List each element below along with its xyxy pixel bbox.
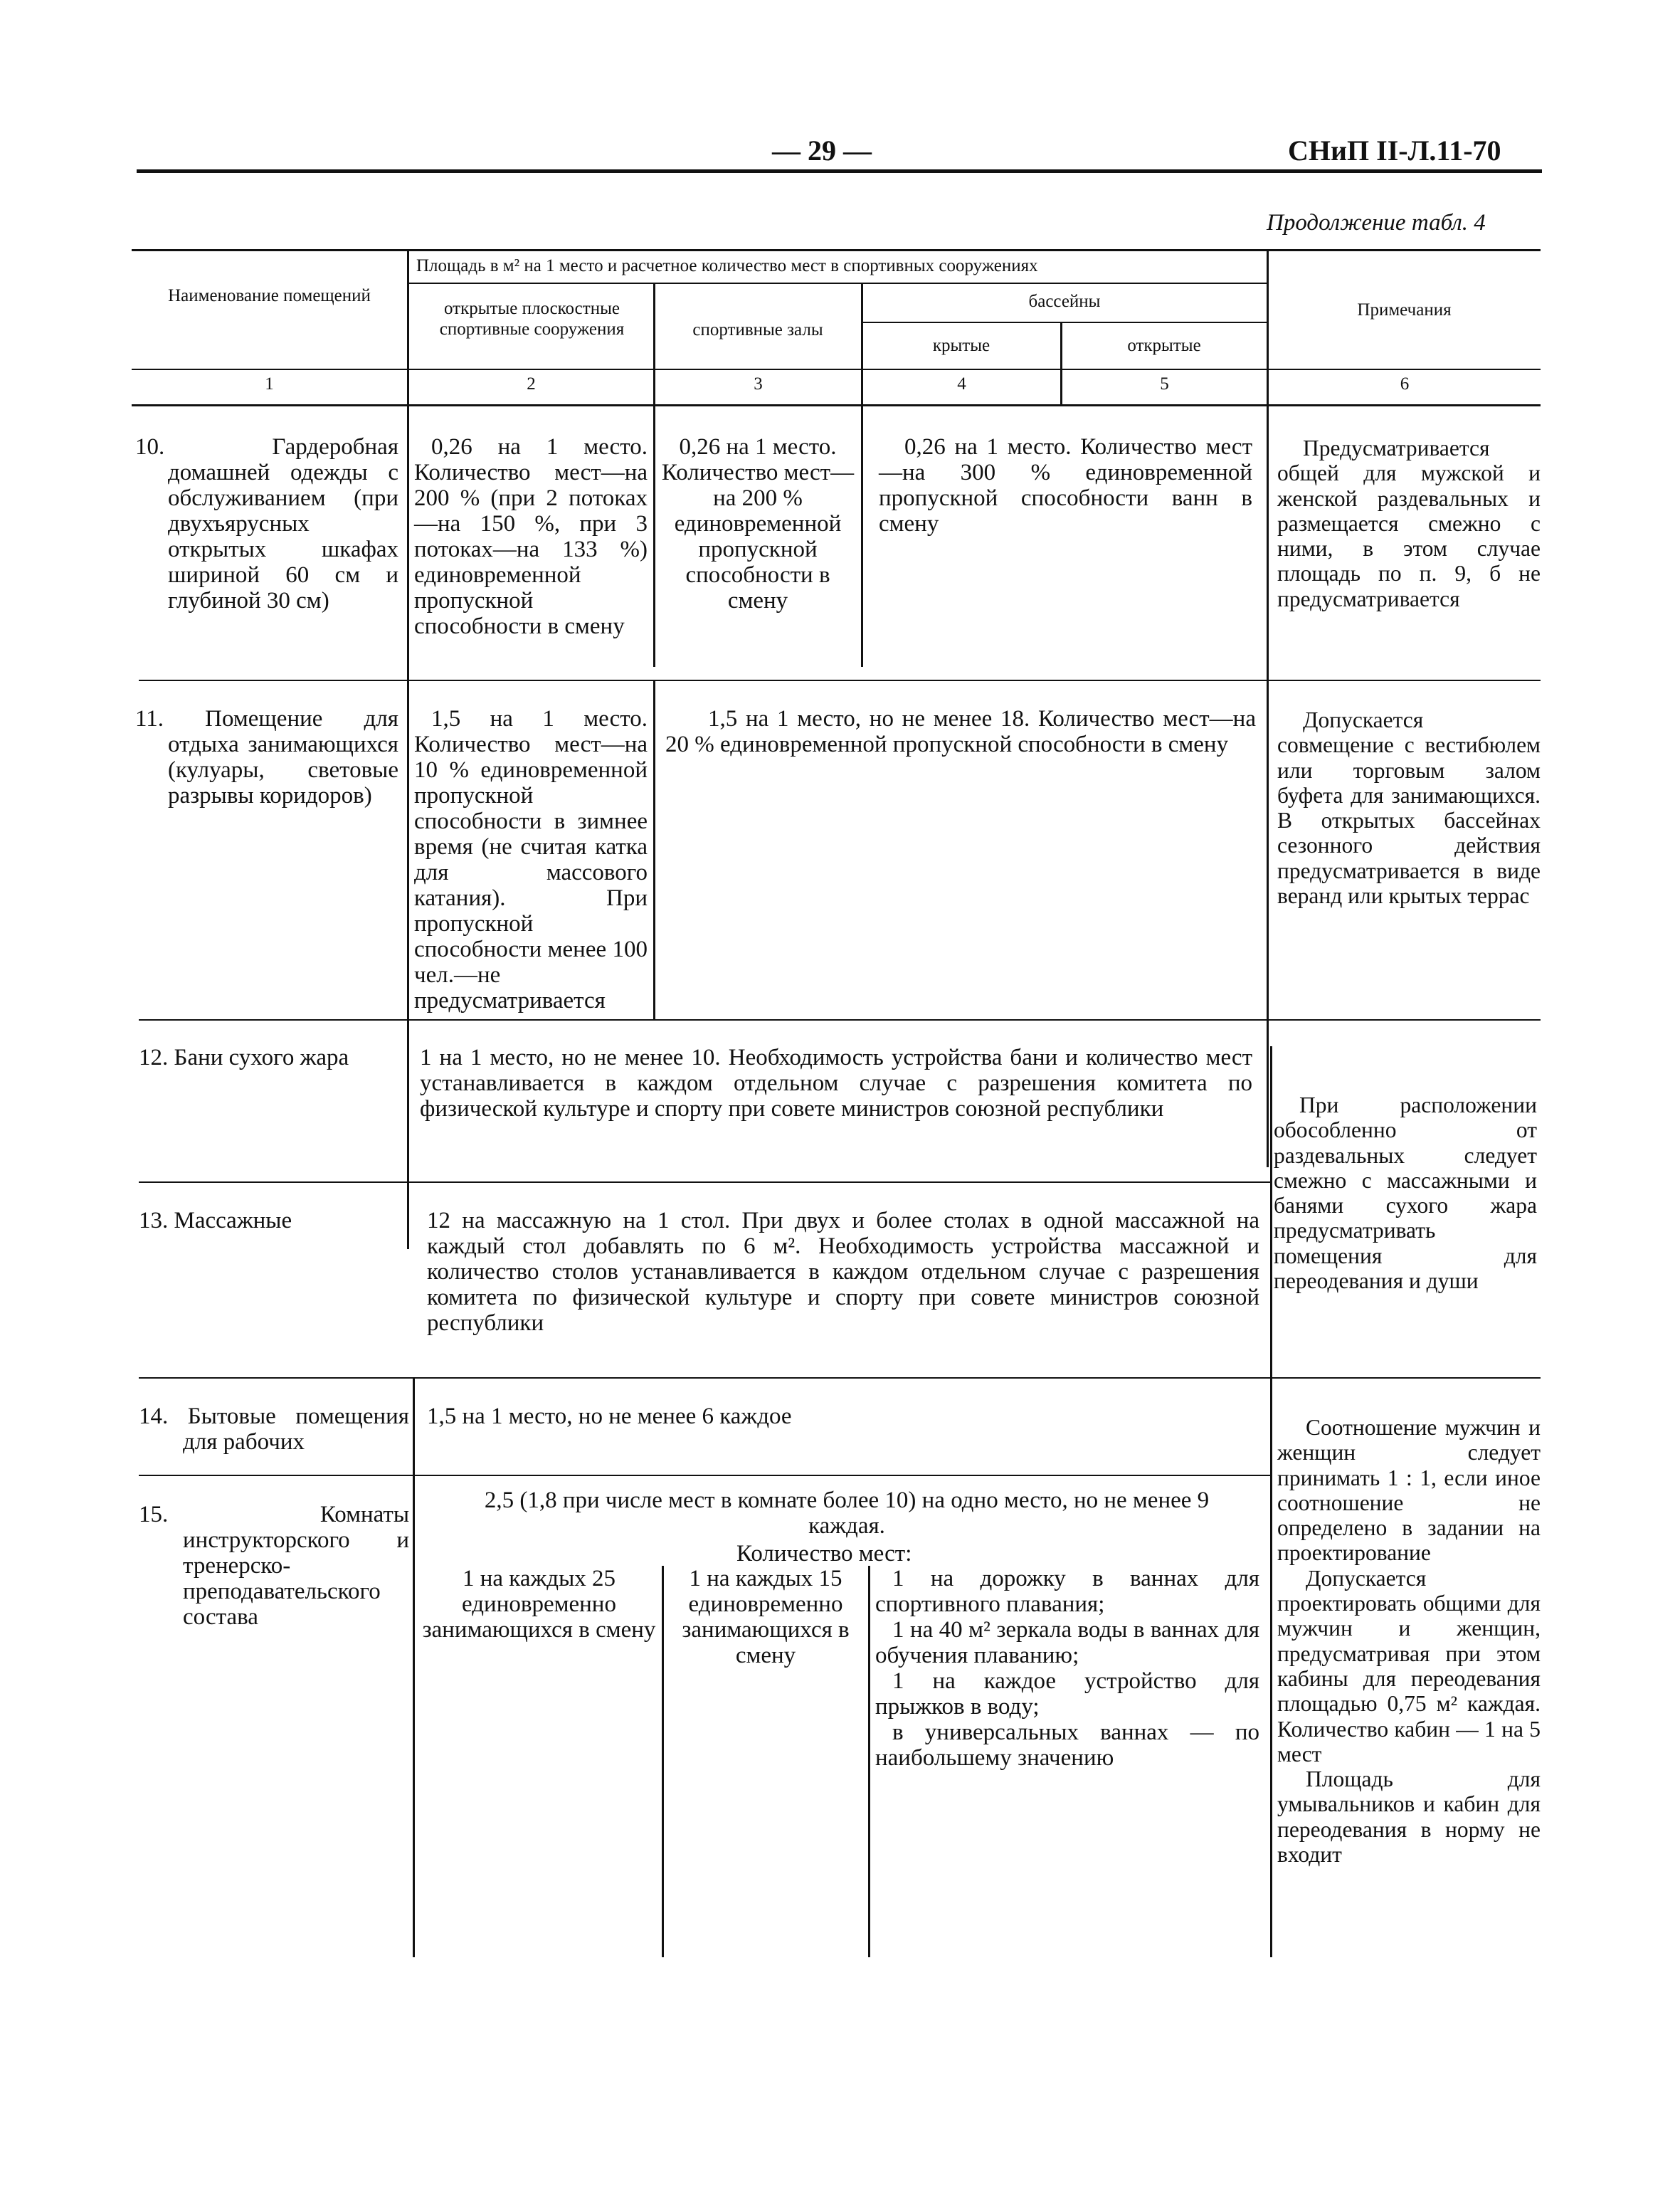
row-14-15-note-paragraph: Соотношение мужчин и женщин следует принимать 1 : 1, если иное соотношение не определено в задании на проектирование xyxy=(1277,1415,1541,1566)
row-12-text: 1 на 1 место, но не менее 10. Необходимость устройства бани и количество мест устанавливается в каждом отдельном случае с разрешения комитета по физической культуре и спорту при совете министров союзной республики xyxy=(420,1045,1252,1122)
col-divider xyxy=(868,1566,870,1957)
row-14-15-note-paragraph: Допускается проектировать общими для мужчин и женщин, предусматривая при этом кабины для переодевания площадью 0,75 м² каждая. Количество кабин — 1 на 5 мест xyxy=(1277,1565,1541,1767)
row-15-pools-item: 1 на 40 м² зеркала воды в ваннах для обучения плаванию; xyxy=(875,1617,1259,1668)
row-15-pools xyxy=(875,1566,1259,1771)
row-12-name: 12. Бани сухого жара xyxy=(139,1045,349,1070)
row-11-note: Допускается совмещение с вестибюлем или торговым залом буфета для занимающихся. В открытых бассейнах сезонного действия предусматривается в виде веранд или крытых террас xyxy=(1277,707,1541,909)
col-divider xyxy=(653,406,655,667)
row-15-sport-halls: 1 на каждых 15 единовременно занимающихся в смену xyxy=(682,1566,850,1668)
row-separator xyxy=(139,680,1541,681)
row-15-count-label: Количество мест: xyxy=(736,1541,912,1567)
col-divider xyxy=(861,406,863,667)
row-11-name: 11. Помещение для отдыха занимающихся (кулуары, световые разрывы коридоров) xyxy=(135,706,398,809)
header-open-fields: открытые плоскостные спортивные сооружения xyxy=(439,299,625,339)
header-group-rule xyxy=(407,283,1268,284)
row-15-open-fields: 1 на каждых 25 единовременно занимающихся в смену xyxy=(422,1566,656,1643)
col-divider xyxy=(1270,1046,1272,1957)
row-13-text: 12 на массажную на 1 стол. При двух и более столах в одной массажной на каждый стол добавлять по 6 м². Необходимость устройства массажной и количество столов устанавливается в каждом отдельном случае с разрешения комитета по физической культуре и спорту при совете министров союзной республики xyxy=(427,1208,1259,1336)
header-name: Наименование помещений xyxy=(168,286,371,305)
row-separator xyxy=(139,1377,1541,1379)
table-top-rule xyxy=(132,249,1541,251)
row-separator xyxy=(139,1181,1270,1183)
column-number: 5 xyxy=(1160,374,1169,394)
row-12-13-note: При расположении обособленно от раздевальных следует смежно с массажными и банями сухого жара предусматривать помещения для переодевания и души xyxy=(1274,1092,1537,1294)
row-15-pools-item: 1 на дорожку в ваннах для спортивного плавания; xyxy=(875,1566,1259,1617)
header-outdoor: открытые xyxy=(1127,336,1201,355)
column-number: 3 xyxy=(754,374,763,394)
row-separator xyxy=(139,1475,1270,1476)
col-divider xyxy=(662,1566,664,1957)
header-pools: бассейны xyxy=(1028,292,1101,311)
column-number: 4 xyxy=(957,374,966,394)
col-divider xyxy=(1267,406,1269,1167)
column-number: 1 xyxy=(265,374,274,394)
column-number: 6 xyxy=(1400,374,1410,394)
row-10-open-fields: 0,26 на 1 место. Количество мест—на 200 % (при 2 потоках—на 150 %, при 3 потоках—на 133 %) единовременной пропускной способности в смену xyxy=(414,434,648,639)
page-number: — 29 — xyxy=(772,135,872,167)
header-rule xyxy=(137,169,1542,173)
row-15-pools-item: в универсальных ваннах — по наибольшему значению xyxy=(875,1720,1259,1771)
column-number: 2 xyxy=(527,374,536,394)
row-10-note: Предусматривается общей для мужской и женской раздевальных и размещается смежно с ними, в этом случае площадь по п. 9, б не предусматривается xyxy=(1277,436,1541,611)
row-10-name: 10. Гардеробная домашней одежды с обслуживанием (при двухъярусных открытых шкафах шириной 60 см и глубиной 30 см) xyxy=(135,434,398,614)
row-15-pools-item: 1 на каждое устройство для прыжков в воду; xyxy=(875,1668,1259,1720)
header-bottom-rule xyxy=(132,369,1541,370)
col-divider xyxy=(413,1377,415,1957)
row-14-15-note xyxy=(1277,1415,1541,1867)
row-11-open-fields: 1,5 на 1 место. Количество мест—на 10 % единовременной пропускной способности в зимнее время (не считая катка для массового катания). При пропускной способности менее 100 чел.—не предусматривается xyxy=(414,706,648,1013)
row-15-name: 15. Комнаты инструкторского и тренерско-преподавательского состава xyxy=(139,1502,409,1630)
row-13-name: 13. Массажные xyxy=(139,1208,292,1233)
header-sport-halls: спортивные залы xyxy=(692,320,823,339)
col-divider xyxy=(653,681,655,1019)
row-separator xyxy=(139,1019,1541,1021)
header-group: Площадь в м² на 1 место и расчетное количество мест в спортивных сооружениях xyxy=(416,256,1038,275)
row-14-15-note-paragraph: Площадь для умывальников и кабин для переодевания в норму не входит xyxy=(1277,1767,1541,1868)
row-10-sport-halls: 0,26 на 1 место. Количество мест—на 200 % единовременной пропускной способности в смену xyxy=(661,434,855,614)
col-numbers-rule xyxy=(132,404,1541,406)
table-continuation: Продолжение табл. 4 xyxy=(1267,210,1486,236)
row-10-pools: 0,26 на 1 место. Количество мест—на 300 % единовременной пропускной способности ванн в смену xyxy=(879,434,1252,537)
row-15-area: 2,5 (1,8 при числе мест в комнате более 10) на одно место, но не менее 9 каждая. xyxy=(484,1488,1210,1539)
document-id: СНиП II-Л.11-70 xyxy=(1288,135,1501,167)
row-14-text: 1,5 на 1 место, но не менее 6 каждое xyxy=(427,1404,792,1429)
pools-rule xyxy=(861,322,1268,323)
header-indoor: крытые xyxy=(932,336,990,355)
header-notes: Примечания xyxy=(1357,300,1452,320)
col-divider xyxy=(407,406,409,1249)
row-14-name: 14. Бытовые помещения для рабочих xyxy=(139,1404,409,1455)
row-11-halls-pools: 1,5 на 1 место, но не менее 18. Количество мест—на 20 % единовременной пропускной способности в смену xyxy=(665,706,1256,757)
